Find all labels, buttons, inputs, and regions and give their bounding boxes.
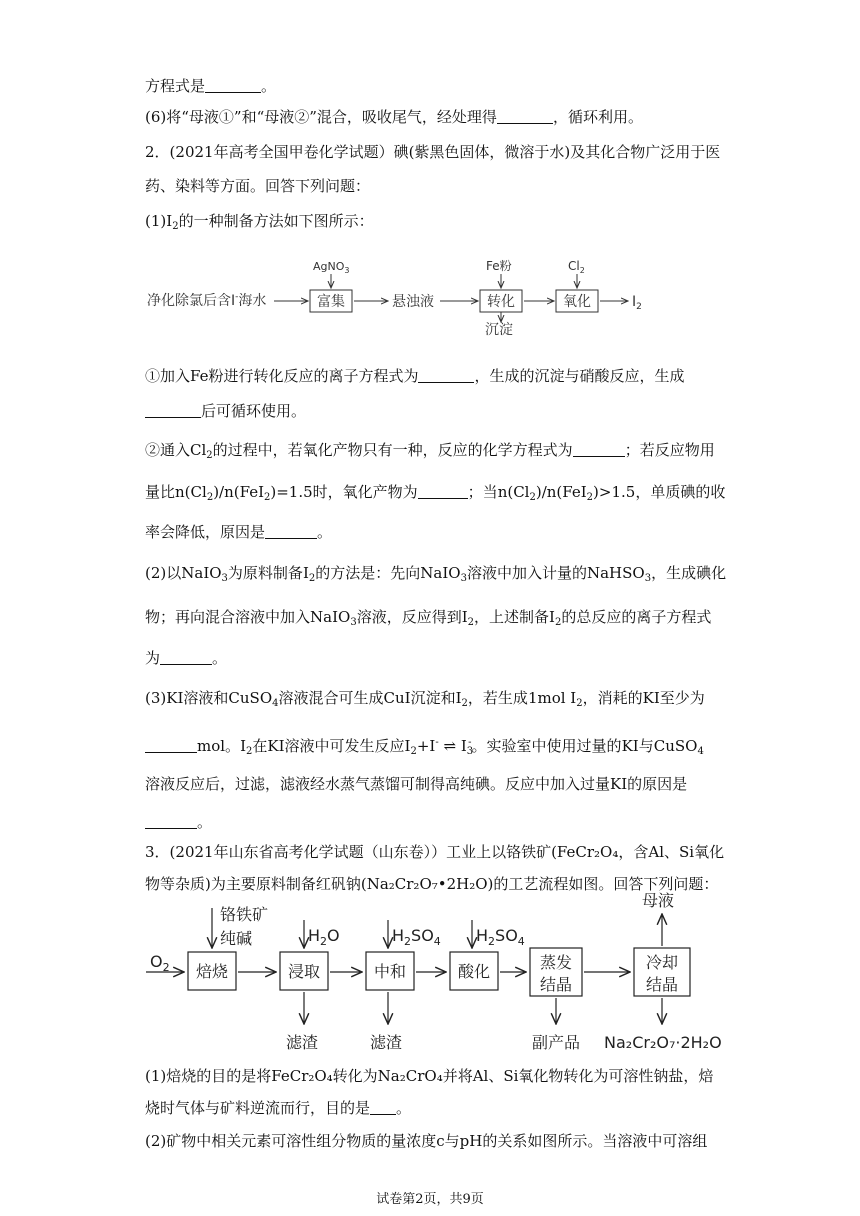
flow2-box-roast	[188, 952, 236, 990]
flow2-h2so4-1: $H_2SO_4$	[392, 926, 441, 948]
flow1-reagent1: AgNO$_3$	[313, 260, 350, 275]
answer-blank[interactable]	[573, 442, 625, 457]
answer-blank[interactable]	[145, 738, 197, 753]
flow2-h2o: $H_2O$	[308, 926, 340, 948]
flow2-leach: 浸取	[288, 962, 321, 981]
flow2-neutralize: 中和	[374, 962, 407, 981]
q1-line-1: 方程式是 。	[145, 77, 277, 95]
q2-sub1-line1: ①加入Fe粉进行转化反应的离子方程式为 ，生成的沉淀与硝酸反应，生成	[145, 367, 685, 385]
flow2-residue2: 滤渣	[370, 1033, 403, 1052]
flow1-mid: 悬浊液	[392, 294, 434, 310]
q2-sub2-line1: ②通入$Cl_2$的过程中，若氧化产物只有一种，反应的化学方程式为 ；若反应物用	[145, 441, 715, 461]
flow1-reagent3: $Cl_2$	[568, 259, 585, 275]
flow1-step1: 富集	[317, 294, 345, 310]
answer-blank[interactable]	[145, 403, 201, 418]
flow2-product: Na₂Cr₂O₇·2H₂O	[604, 1033, 722, 1052]
flow2-evaporate: 蒸发	[540, 953, 573, 972]
answer-blank[interactable]	[205, 78, 261, 93]
flow1-precipitate: 沉淀	[485, 322, 513, 338]
answer-blank[interactable]	[418, 484, 468, 499]
flow2-h2so4-2: $H_2SO_4$	[476, 926, 525, 948]
q2-sub2-line3: 率会降低，原因是 。	[145, 523, 333, 541]
flow2-box-cool	[634, 948, 690, 996]
flow1-box-oxidize	[556, 290, 598, 312]
answer-blank[interactable]	[145, 814, 197, 829]
flow1-step2: 转化	[487, 294, 515, 310]
answer-blank[interactable]	[265, 524, 317, 539]
q2-intro-2: 药、染料等方面。回答下列问题：	[145, 177, 371, 195]
flow2-box-leach	[280, 952, 328, 990]
page-footer: 试卷第2页，共9页	[376, 1192, 484, 1207]
flow2-o2: $O_2$	[150, 952, 170, 974]
q2-part3-line2: mol。$I_2$在KI溶液中可发生反应$I_2+I^-$ ⇌ $I_3^-$。实验室中使用过量的KI与CuSO$_4$	[145, 733, 704, 762]
answer-blank[interactable]	[418, 368, 474, 383]
flow1-end: $I_2$	[632, 294, 642, 312]
answer-blank[interactable]	[497, 109, 553, 124]
q2-part1: $(1)I_2$的一种制备方法如下图所示：	[145, 212, 374, 232]
q2-part2-line2: 物；再向混合溶液中加入NaIO$_3$溶液，反应得到$I_2$，上述制备$I_2$的总反应的离子方程式	[145, 608, 712, 628]
answer-blank[interactable]	[160, 650, 212, 665]
flow2-residue1: 滤渣	[286, 1033, 319, 1052]
q2-part2-line3: 为 。	[145, 649, 228, 667]
flow1-start: 净化除氯后含I-海水	[147, 292, 267, 309]
flow2-crystallize1: 结晶	[540, 975, 573, 994]
q1-line-2: (6)将“母液①”和“母液②”混合，吸收尾气，经处理得 ，循环利用。	[145, 108, 643, 126]
q2-part3-line4: 。	[145, 812, 212, 832]
q2-part3-line1: (3)KI溶液和CuSO$_4$溶液混合可生成CuI沉淀和$I_2$，若生成1mol $I_2$，消耗的KI至少为	[145, 689, 705, 709]
flow2-mother-liquor: 母液	[642, 891, 675, 910]
flow2-box-neutralize	[366, 952, 414, 990]
flow2-byproduct: 副产品	[532, 1033, 581, 1052]
flow2-acidify: 酸化	[458, 962, 491, 981]
answer-blank[interactable]	[370, 1100, 396, 1115]
flow2-box-acidify	[450, 952, 498, 990]
flow2-crystallize2: 结晶	[646, 975, 679, 994]
q3-part1-line1: (1)焙烧的目的是将FeCr₂O₄转化为Na₂CrO₄并将Al、Si氧化物转化为可溶性钠盐，焙	[145, 1067, 714, 1085]
flow2-soda: 纯碱	[220, 929, 253, 948]
q3-part1-line2: 烧时气体与矿料逆流而行，目的是 。	[145, 1099, 412, 1117]
flow1-box-convert	[480, 290, 522, 312]
flow1-step3: 氧化	[563, 294, 591, 310]
flow2-box-evaporate	[530, 948, 582, 996]
q3-intro-2: 物等杂质)为主要原料制备红矾钠(Na₂Cr₂O₇•2H₂O)的工艺流程如图。回答下列问题：	[145, 875, 719, 893]
q3-part2-line1: (2)矿物中相关元素可溶性组分物质的量浓度c与pH的关系如图所示。当溶液中可溶组	[145, 1132, 708, 1150]
q2-part3-line3: 溶液反应后，过滤，滤液经水蒸气蒸馏可制得高纯碘。反应中加入过量KI的原因是	[145, 775, 688, 793]
q2-part2-line1: (2)以NaIO$_3$为原料制备$I_2$的方法是：先向NaIO$_3$溶液中加入计量的NaHSO$_3$，生成碘化	[145, 564, 727, 584]
q2-sub2-line2: 量比$n(Cl_2)/n(FeI_2)=1.5$时，氧化产物为 ；当$n(Cl_2)/n(FeI_2)>1.5$，单质碘的收	[145, 483, 726, 503]
flow2-chromite: 铬铁矿	[220, 905, 269, 924]
flow1-box-enrich	[310, 290, 352, 312]
q2-sub1-line2: 后可循环使用。	[145, 401, 306, 421]
q2-intro-1: 2．(2021年高考全国甲卷化学试题）碘(紫黑色固体，微溶于水)及其化合物广泛用于医	[145, 143, 721, 161]
q3-intro-1: 3．(2021年山东省高考化学试题（山东卷））工业上以铬铁矿(FeCr₂O₄，含Al、Si氧化	[145, 843, 725, 861]
flow2-roast: 焙烧	[196, 962, 229, 981]
chromium-flow-diagram	[146, 891, 722, 1052]
flow2-cool: 冷却	[646, 953, 679, 972]
flow1-reagent2: Fe粉	[486, 259, 512, 273]
